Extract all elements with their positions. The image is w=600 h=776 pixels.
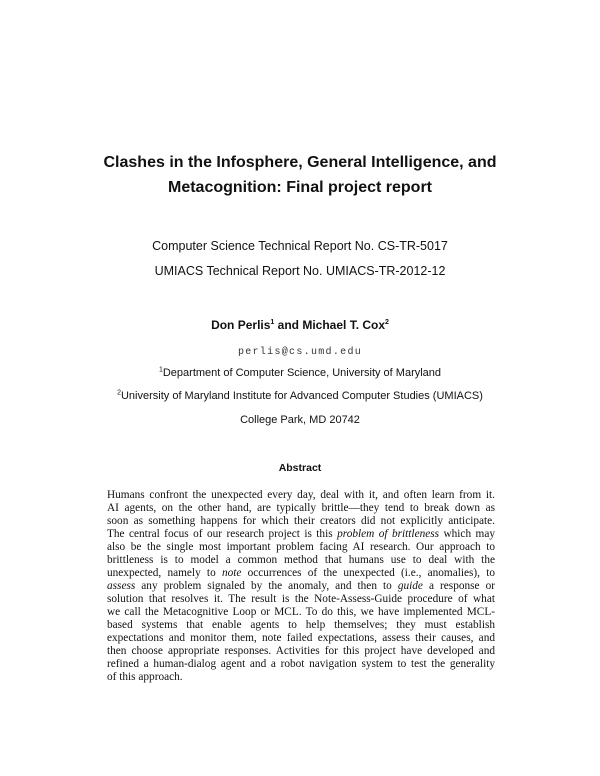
abstract-heading: Abstract bbox=[278, 462, 322, 474]
abstract-emphasis: note bbox=[221, 567, 242, 579]
affiliation-location: College Park, MD 20742 bbox=[240, 414, 360, 426]
paper-title bbox=[0, 150, 600, 200]
author-2-affiliation-mark: 2 bbox=[385, 319, 389, 326]
author-line bbox=[0, 318, 600, 332]
abstract-line: solution that resolves it. The result is the Note-Assess-Guide procedure of what bbox=[107, 593, 495, 605]
abstract-text: any problem signaled by the anomaly, and then to bbox=[135, 580, 398, 592]
abstract-line: of this approach. bbox=[107, 671, 183, 683]
abstract-text: which may bbox=[439, 528, 495, 540]
abstract-emphasis: assess bbox=[107, 580, 136, 592]
title-line-2: Metacognition: Final project report bbox=[167, 179, 432, 196]
abstract-text: a response or bbox=[422, 580, 495, 592]
author-2: Michael T. Cox bbox=[302, 318, 386, 332]
abstract-emphasis: guide bbox=[397, 580, 423, 592]
abstract-line: soon as something happens for which their creators did not explicitly anticipate. bbox=[107, 515, 495, 527]
affiliation-2-mark: 2 bbox=[117, 389, 121, 397]
title-line-1: Clashes in the Infosphere, General Intelligence, and bbox=[103, 154, 497, 171]
affiliation-2-text: University of Maryland Institute for Advanced Computer Studies (UMIACS) bbox=[120, 390, 483, 402]
abstract-line: based systems that enable agents to help themselves; they must establish bbox=[107, 619, 495, 631]
author-connector: and bbox=[274, 318, 303, 332]
abstract-body bbox=[107, 489, 495, 684]
author-email: perlis@cs.umd.edu bbox=[237, 347, 363, 358]
umiacs-report-number: UMIACS Technical Report No. UMIACS-TR-2012-12 bbox=[154, 264, 446, 278]
affiliation-1-mark: 1 bbox=[158, 366, 163, 374]
abstract-line: we call the Metacognitive Loop or MCL. To do this, we have implemented MCL- bbox=[107, 606, 495, 618]
affiliation-1 bbox=[0, 367, 600, 379]
abstract-text: unexpected, namely to bbox=[107, 567, 222, 579]
abstract-line: then choose appropriate responses. Activities for this project have developed and bbox=[107, 645, 495, 657]
author-1: Don Perlis bbox=[211, 318, 271, 332]
affiliation-2 bbox=[0, 390, 600, 402]
abstract-text: The central focus of our research project is this bbox=[107, 528, 338, 540]
abstract-emphasis: problem of brittleness bbox=[337, 528, 440, 540]
author-1-affiliation-mark: 1 bbox=[270, 319, 275, 326]
abstract-line: AI agents, on the other hand, are typically brittle—they tend to break down as bbox=[107, 502, 495, 514]
abstract-text: occurrences of the unexpected (i.e., anomalies), to bbox=[241, 567, 495, 579]
abstract-line: refined a human-dialog agent and a robot navigation system to test the generality bbox=[107, 658, 495, 670]
abstract-line: also be the single most important problem facing AI research. Our approach to bbox=[107, 541, 495, 553]
abstract-line bbox=[107, 580, 495, 593]
abstract-line: expectations and monitor them, note failed expectations, assess their causes, and bbox=[107, 632, 495, 644]
abstract-line: Humans confront the unexpected every day, deal with it, and often learn from it. bbox=[107, 489, 495, 501]
cs-report-number: Computer Science Technical Report No. CS-TR-5017 bbox=[152, 239, 448, 253]
abstract-line bbox=[107, 567, 495, 580]
abstract-line: brittleness is to model a common method that humans use to deal with the bbox=[107, 554, 495, 566]
affiliation-1-text: Department of Computer Science, University of Maryland bbox=[162, 367, 442, 379]
abstract-line bbox=[107, 528, 495, 541]
